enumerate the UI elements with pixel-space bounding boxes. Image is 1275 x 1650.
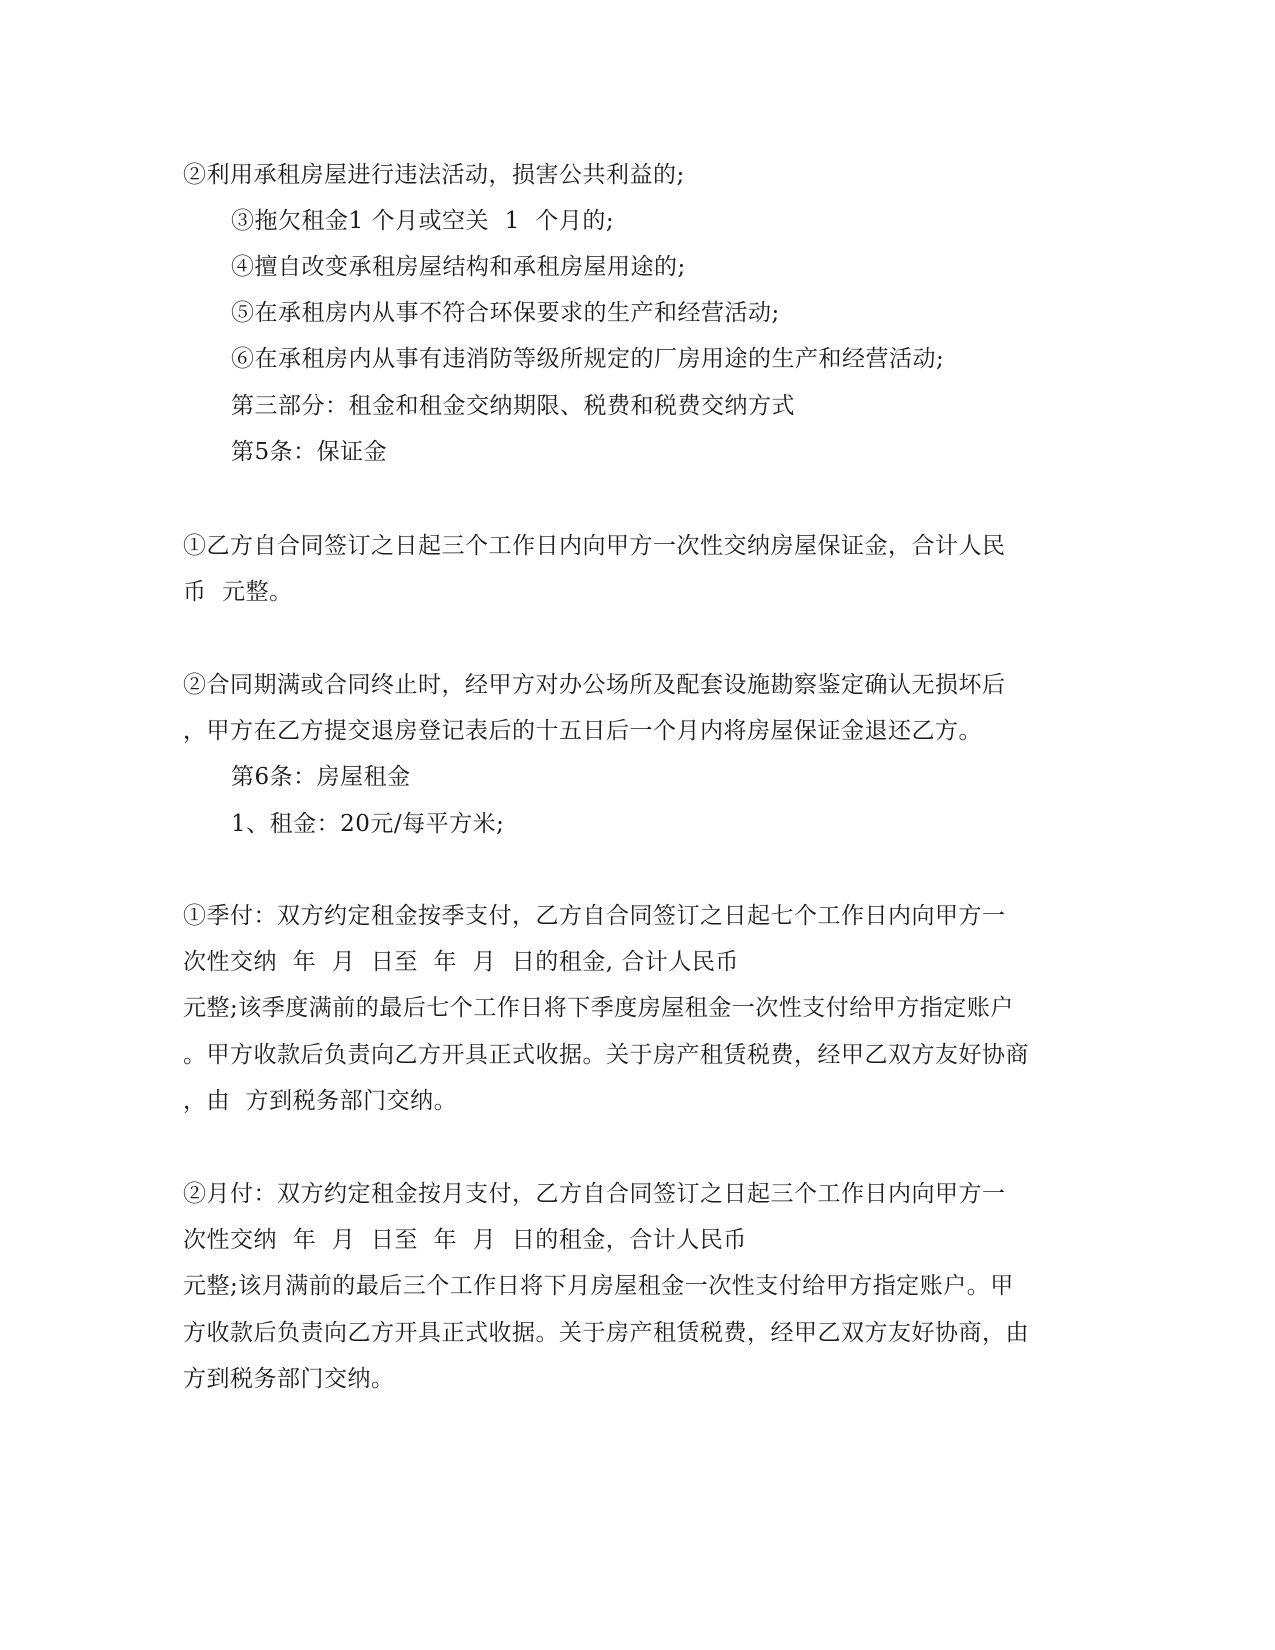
quarterly-paragraph-line-1: ①季付：双方约定租金按季支付，乙方自合同签订之日起七个工作日内向甲方一 (183, 903, 1006, 929)
rent-rate-line: 1、租金：20元/每平方米; (231, 811, 505, 837)
monthly-paragraph-line-4: 方收款后负责向乙方开具正式收据。关于房产租赁税费，经甲乙双方友好协商，由 (183, 1320, 1029, 1346)
quarterly-paragraph-line-5: ，由 方到税务部门交纳。 (183, 1088, 458, 1114)
monthly-paragraph-line-1: ②月付：双方约定租金按月支付，乙方自合同签订之日起三个工作日内向甲方一 (183, 1181, 1006, 1207)
monthly-paragraph-line-3: 元整;该月满前的最后三个工作日将下月房屋租金一次性支付给甲方指定账户。甲 (183, 1273, 1014, 1299)
deposit-paragraph-1-line-2: 币 元整。 (183, 579, 293, 605)
article-heading-5: 第5条：保证金 (231, 439, 388, 465)
quarterly-paragraph-line-2: 次性交纳 年 月 日至 年 月 日的租金, 合计人民币 (183, 949, 739, 975)
clause-item-2: ②利用承租房屋进行违法活动，损害公共利益的; (183, 162, 685, 188)
clause-item-5: ⑤在承租房内从事不符合环保要求的生产和经营活动; (231, 300, 780, 326)
deposit-paragraph-2-line-1: ②合同期满或合同终止时，经甲方对办公场所及配套设施勘察鉴定确认无损坏后 (183, 672, 1006, 698)
clause-item-6: ⑥在承租房内从事有违消防等级所规定的厂房用途的生产和经营活动; (231, 346, 945, 372)
section-heading-part-three: 第三部分：租金和租金交纳期限、税费和税费交纳方式 (231, 393, 795, 419)
article-heading-6: 第6条：房屋租金 (231, 764, 411, 790)
deposit-paragraph-2-line-2: ，甲方在乙方提交退房登记表后的十五日后一个月内将房屋保证金退还乙方。 (183, 718, 982, 744)
clause-item-3: ③拖欠租金1 个月或空关 1 个月的; (231, 208, 615, 234)
quarterly-paragraph-line-3: 元整;该季度满前的最后七个工作日将下季度房屋租金一次性支付给甲方指定账户 (183, 995, 1014, 1021)
monthly-paragraph-line-2: 次性交纳 年 月 日至 年 月 日的租金，合计人民币 (183, 1227, 747, 1253)
deposit-paragraph-1-line-1: ①乙方自合同签订之日起三个工作日内向甲方一次性交纳房屋保证金，合计人民 (183, 533, 1006, 559)
clause-item-4: ④擅自改变承租房屋结构和承租房屋用途的; (231, 254, 686, 280)
quarterly-paragraph-line-4: 。甲方收款后负责向乙方开具正式收据。关于房产租赁税费，经甲乙双方友好协商 (183, 1042, 1029, 1068)
monthly-paragraph-line-5: 方到税务部门交纳。 (183, 1366, 395, 1392)
